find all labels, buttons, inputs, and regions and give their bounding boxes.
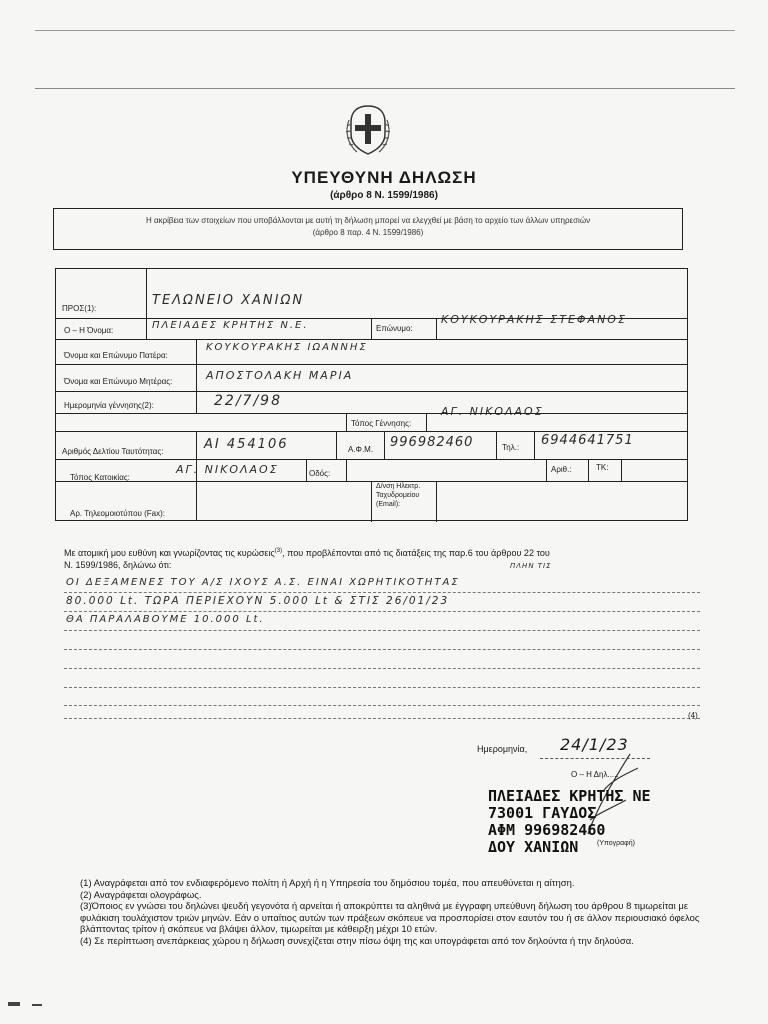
document-title: ΥΠΕΥΘΥΝΗ ΔΗΛΩΣΗ bbox=[291, 168, 477, 187]
birthplace-label: Τόπος Γέννησης: bbox=[351, 419, 412, 428]
declaration-text-line3: ΘΑ ΠΑΡΑΛΑΒΟΥΜΕ 10.000 Lt. bbox=[66, 614, 265, 625]
declaration-line bbox=[64, 649, 700, 650]
col-divider bbox=[436, 481, 437, 522]
mother-label: Όνομα και Επώνυμο Μητέρας: bbox=[64, 377, 173, 386]
father-value: ΚΟΥΚΟΥΡΑΚΗΣ ΙΩΑΝΝΗΣ bbox=[206, 342, 368, 353]
declaration-intro bbox=[64, 545, 704, 571]
col-divider bbox=[146, 269, 147, 339]
afm-label: Α.Φ.Μ. bbox=[348, 445, 374, 454]
col-divider bbox=[346, 459, 347, 481]
email-label bbox=[376, 482, 420, 509]
col-divider bbox=[336, 431, 337, 459]
declaration-line bbox=[64, 705, 700, 706]
birthplace-value: ΑΓ. ΝΙΚΟΛΑΟΣ bbox=[441, 405, 544, 418]
col-divider bbox=[384, 431, 385, 459]
id-value: ΑΙ 454106 bbox=[204, 437, 289, 452]
declaration-text-insert: ΠΛΗΝ ΤΙΣ bbox=[510, 562, 552, 570]
phone-value: 6944641751 bbox=[541, 433, 634, 448]
email-label-line3: (Email): bbox=[376, 501, 401, 508]
col-divider bbox=[196, 431, 197, 521]
footnotes bbox=[80, 878, 710, 947]
row-divider bbox=[56, 413, 687, 414]
col-divider bbox=[371, 318, 372, 339]
row-divider bbox=[56, 339, 687, 340]
footnote-2: (2) Αναγράφεται ολογράφως. bbox=[80, 889, 202, 901]
declaration-line bbox=[64, 611, 700, 612]
declaration-intro-text: Με ατομική μου ευθύνη και γνωρίζοντας τις κυρώσεις bbox=[64, 548, 275, 558]
name-value: ΠΛΕΙΑΔΕΣ ΚΡΗΤΗΣ Ν.Ε. bbox=[152, 320, 309, 331]
street-label: Οδός: bbox=[309, 469, 331, 478]
birthdate-label: Ημερομηνία γέννησης(2): bbox=[64, 401, 154, 410]
postcode-label: ΤΚ: bbox=[596, 463, 609, 472]
father-label: Όνομα και Επώνυμο Πατέρα: bbox=[64, 351, 168, 360]
declaration-line bbox=[64, 592, 700, 593]
col-divider bbox=[436, 318, 437, 339]
phone-label: Τηλ.: bbox=[502, 443, 520, 452]
surname-label: Επώνυμο: bbox=[376, 324, 413, 333]
afm-value: 996982460 bbox=[390, 435, 474, 450]
row-divider bbox=[56, 364, 687, 365]
col-divider bbox=[371, 481, 372, 522]
scan-edge-line bbox=[35, 30, 735, 31]
signature-caption: (Υπογραφή) bbox=[597, 840, 635, 847]
col-divider bbox=[196, 339, 197, 414]
col-divider bbox=[546, 459, 547, 481]
row-divider bbox=[56, 431, 687, 432]
declaration-footnote-ref: (3) bbox=[274, 548, 283, 554]
residence-label: Τόπος Κατοικίας: bbox=[70, 473, 130, 482]
birthdate-value: 22/7/98 bbox=[214, 393, 282, 409]
to-label: ΠΡΟΣ(1): bbox=[62, 304, 97, 313]
col-divider bbox=[346, 413, 347, 431]
declaration-text-line1: ΟΙ ΔΕΞΑΜΕΝΕΣ ΤΟΥ Α/Σ ΙΧΟΥΣ Α.Σ. ΕΙΝΑΙ ΧΩΡΗΤΙΚΟΤΗΤΑΣ bbox=[66, 577, 460, 588]
id-label: Αριθμός Δελτίου Ταυτότητας: bbox=[62, 447, 164, 456]
fax-label: Αρ. Τηλεομοιοτύπου (Fax): bbox=[70, 509, 165, 518]
signer-label: Ο – Η Δηλ..... bbox=[571, 770, 619, 779]
row-divider bbox=[56, 459, 687, 460]
continuation-mark: (4) bbox=[688, 711, 698, 720]
col-divider bbox=[621, 459, 622, 481]
declaration-intro-text-3: Ν. 1599/1986, δηλώνω ότι: bbox=[64, 560, 172, 570]
verification-notice bbox=[53, 208, 683, 250]
residence-value: ΑΓ. ΝΙΚΟΛΑΟΣ bbox=[176, 463, 279, 476]
date-label: Ημερομηνία, bbox=[477, 744, 528, 754]
personal-details-form bbox=[55, 268, 688, 521]
declaration-line bbox=[64, 668, 700, 669]
stamp-line-company: ΠΛΕΙΑΔΕΣ ΚΡΗΤΗΣ ΝΕ bbox=[488, 787, 651, 805]
email-label-line2: Ταχυδρομείου bbox=[376, 492, 420, 499]
stamp-line-afm: ΑΦΜ 996982460 bbox=[488, 821, 606, 839]
mother-value: ΑΠΟΣΤΟΛΑΚΗ ΜΑΡΙΑ bbox=[206, 369, 354, 382]
col-divider bbox=[534, 431, 535, 459]
footnote-4: (4) Σε περίπτωση ανεπάρκειας χώρου η δήλωση συνεχίζεται στην πίσω όψη της και υπογράφεται από τον δηλούντα ή την δηλούσα. bbox=[80, 935, 634, 947]
name-label: Ο – Η Όνομα: bbox=[64, 326, 114, 335]
declaration-intro-text-2: , που προβλέπονται από τις διατάξεις της παρ.6 του άρθρου 22 του bbox=[282, 548, 550, 558]
stamp-line-tax-office: ΔΟΥ ΧΑΝΙΩΝ bbox=[488, 838, 579, 856]
footnote-3: (3)Όποιος εν γνώσει του δηλώνει ψευδή γεγονότα ή αρνείται ή αποκρύπτει τα αληθινά με έγγραφη υπεύθυνη δήλωση του άρθρου 8 τιμωρείται με φυλάκιση τουλάχιστον τριών μηνών. Εάν ο υπαίτιος αυτών των πράξεων σκόπευε να προσπορίσει στον εαυτόν του ή σε άλλον περιουσιακό όφελος βλάπτοντας τρίτον ή σκόπευε να βλάψει άλλον, τιμωρείται με κάθειρξη μέχρι 10 ετών. bbox=[80, 901, 700, 935]
surname-value: ΚΟΥΚΟΥΡΑΚΗΣ ΣΤΕΦΑΝΟΣ bbox=[441, 313, 627, 326]
col-divider bbox=[496, 431, 497, 459]
declaration-line bbox=[64, 630, 700, 631]
footnote-1: (1) Αναγράφεται από τον ενδιαφερόμενο πολίτη ή Αρχή ή η Υπηρεσία του δημόσιου τομέα, που απευθύνεται η αίτηση. bbox=[80, 878, 575, 889]
declaration-line bbox=[64, 687, 700, 688]
email-label-line1: Δ/νση Ηλεκτρ. bbox=[376, 483, 421, 490]
scan-edge-mark bbox=[32, 1004, 42, 1006]
col-divider bbox=[426, 413, 427, 431]
row-divider bbox=[56, 391, 687, 392]
notice-text: Η ακρίβεια των στοιχείων που υποβάλλονται με αυτή τη δήλωση μπορεί να ελεγχθεί με βάση το αρχείο των άλλων υπηρεσιών bbox=[145, 216, 591, 225]
col-divider bbox=[588, 459, 589, 481]
date-value: 24/1/23 bbox=[560, 735, 629, 754]
declaration-line bbox=[64, 718, 700, 719]
stamp-line-address: 73001 ΓΑΥΔΟΣ bbox=[488, 804, 597, 822]
number-label: Αριθ.: bbox=[551, 465, 572, 474]
page-top-rule bbox=[35, 88, 735, 89]
notice-reference: (άρθρο 8 παρ. 4 Ν. 1599/1986) bbox=[312, 228, 424, 237]
to-value: ΤΕΛΩΝΕΙΟ ΧΑΝΙΩΝ bbox=[152, 293, 305, 308]
col-divider bbox=[306, 459, 307, 481]
declaration-text-line2: 80.000 Lt. ΤΩΡΑ ΠΕΡΙΕΧΟΥΝ 5.000 Lt & ΣΤΙΣ 26/01/23 bbox=[66, 595, 450, 607]
greek-emblem-icon bbox=[343, 100, 393, 158]
document-subtitle: (άρθρο 8 Ν. 1599/1986) bbox=[330, 190, 438, 201]
scan-edge-mark bbox=[8, 1002, 20, 1006]
